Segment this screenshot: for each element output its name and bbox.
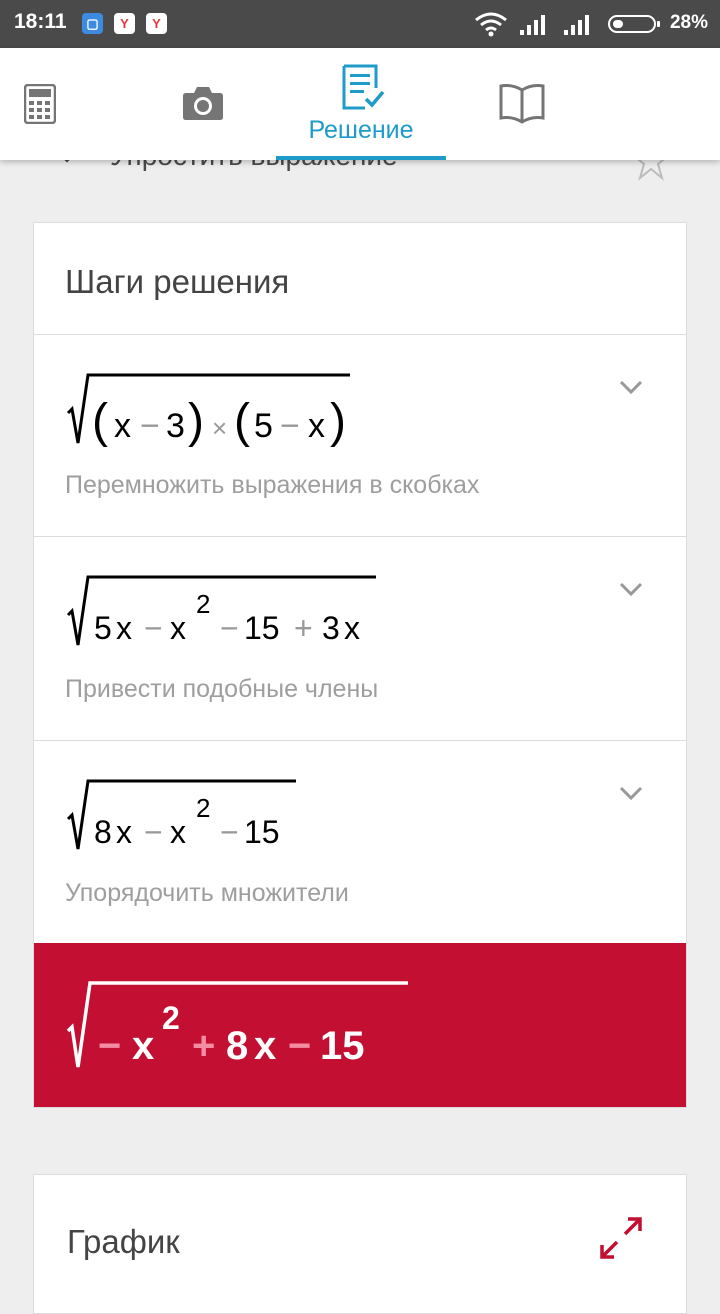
graph-title: График xyxy=(67,1223,180,1260)
yandex-notification-icon: Y xyxy=(146,13,167,34)
wifi-icon xyxy=(474,11,508,37)
steps-title: Шаги решения xyxy=(65,263,290,300)
chevron-down-icon[interactable] xyxy=(618,785,644,801)
status-time: 18:11 xyxy=(14,10,67,33)
tab-camera[interactable] xyxy=(160,48,250,160)
yandex-notification-icon: Y xyxy=(114,13,135,34)
chevron-down-icon[interactable] xyxy=(618,379,644,395)
tab-bar xyxy=(0,48,720,160)
signal-icon xyxy=(562,12,596,36)
signal-icon xyxy=(518,12,552,36)
step-item[interactable] xyxy=(34,741,686,943)
book-icon xyxy=(498,82,546,124)
active-tab-indicator xyxy=(276,156,446,160)
expand-icon[interactable] xyxy=(598,1215,644,1261)
battery-percent: 28% xyxy=(669,12,708,33)
step-formula xyxy=(64,569,384,651)
step-caption: Привести подобные члены xyxy=(65,675,379,703)
step-formula xyxy=(64,367,364,449)
tab-book[interactable] xyxy=(478,48,568,160)
status-bar xyxy=(0,0,720,48)
steps-card xyxy=(33,222,687,1108)
tab-calculator[interactable] xyxy=(0,48,80,160)
step-item[interactable] xyxy=(34,537,686,741)
svg-text:−x2+8x−15: − x2+ 8 x − 15 xyxy=(98,1000,365,1068)
result-panel xyxy=(34,943,686,1107)
battery-icon xyxy=(608,15,656,33)
solution-icon xyxy=(341,64,385,110)
tab-solution-label: Решение xyxy=(308,116,414,144)
step-caption: Перемножить выражения в скобках xyxy=(65,471,480,499)
tab-solution[interactable] xyxy=(276,48,446,160)
camera-icon xyxy=(182,85,224,121)
svg-text:8x−x2−15: 8 x − x2− 15 xyxy=(94,793,280,850)
step-item[interactable] xyxy=(34,335,686,535)
step-formula xyxy=(64,773,304,855)
notification-app-icon: ▢ xyxy=(82,13,103,34)
svg-text:(x−3)×(5−x): ( x − 3) × ( 5 − x ) xyxy=(92,395,346,448)
svg-text:5x−x2−15+3x: 5 x − x2− 15 + 3 x xyxy=(94,589,360,646)
calculator-icon xyxy=(24,84,56,124)
step-caption: Упорядочить множители xyxy=(65,879,349,907)
chevron-down-icon[interactable] xyxy=(618,581,644,597)
graph-card xyxy=(33,1174,687,1314)
result-formula xyxy=(64,973,414,1073)
